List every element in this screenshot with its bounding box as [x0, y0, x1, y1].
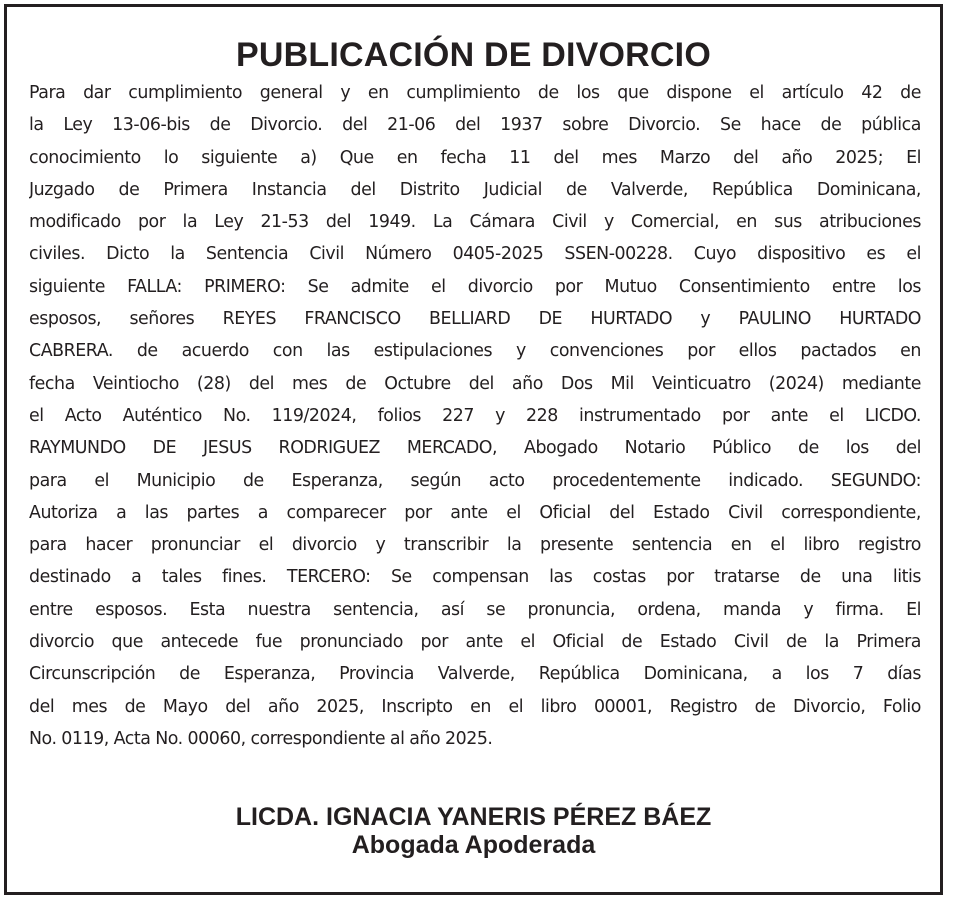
notice-title: PUBLICACIÓN DE DIVORCIO: [236, 36, 711, 74]
body-line: modificado por la Ley 21-53 del 1949. La Cámara Civil y Comercial, en sus atribuciones: [29, 212, 921, 233]
body-line: del mes de Mayo del año 2025, Inscripto en el libro 00001, Registro de Divorcio, Folio: [29, 696, 921, 717]
body-line: el Acto Auténtico No. 119/2024, folios 227 y 228 instrumentado por ante el LICDO.: [29, 405, 921, 426]
body-line: No. 0119, Acta No. 00060, correspondiente al año 2025.: [29, 728, 493, 749]
notice-frame: [4, 4, 943, 895]
body-line: RAYMUNDO DE JESUS RODRIGUEZ MERCADO, Abogado Notario Público de los del: [29, 438, 921, 459]
body-line: CABRERA. de acuerdo con las estipulaciones y convenciones por ellos pactados en: [29, 341, 921, 362]
body-line: para hacer pronunciar el divorcio y transcribir la presente sentencia en el libro registro: [29, 535, 921, 556]
body-line: siguiente FALLA: PRIMERO: Se admite el divorcio por Mutuo Consentimiento entre los: [29, 276, 921, 297]
body-line: Para dar cumplimiento general y en cumplimiento de los que dispone el artículo 42 de: [29, 83, 921, 103]
body-line: conocimiento lo siguiente a) Que en fecha 11 del mes Marzo del año 2025; El: [29, 147, 921, 168]
notice-body: [29, 77, 921, 755]
signatory-role: Abogada Apoderada: [351, 831, 596, 859]
body-line: entre esposos. Esta nuestra sentencia, así se pronuncia, ordena, manda y firma. El: [29, 599, 921, 620]
body-line: civiles. Dicto la Sentencia Civil Número 0405-2025 SSEN-00228. Cuyo dispositivo es el: [29, 244, 921, 265]
body-line: Juzgado de Primera Instancia del Distrito Judicial de Valverde, República Dominicana,: [29, 179, 921, 200]
body-line: para el Municipio de Esperanza, según acto procedentemente indicado. SEGUNDO:: [29, 470, 921, 491]
body-line: esposos, señores REYES FRANCISCO BELLIARD DE HURTADO y PAULINO HURTADO: [29, 309, 921, 330]
body-line: Autoriza a las partes a comparecer por ante el Oficial del Estado Civil correspondiente,: [29, 502, 921, 523]
body-line: destinado a tales fines. TERCERO: Se compensan las costas por tratarse de una litis: [29, 567, 921, 588]
signature-block: [7, 803, 940, 859]
signatory-name: LICDA. IGNACIA YANERIS PÉREZ BÁEZ: [235, 803, 712, 831]
body-line: fecha Veintiocho (28) del mes de Octubre del año Dos Mil Veinticuatro (2024) mediante: [29, 373, 921, 394]
body-line: la Ley 13-06-bis de Divorcio. del 21-06 del 1937 sobre Divorcio. Se hace de pública: [29, 115, 921, 136]
body-line: Circunscripción de Esperanza, Provincia Valverde, República Dominicana, a los 7 días: [29, 664, 921, 685]
body-line: divorcio que antecede fue pronunciado por ante el Oficial de Estado Civil de la Primera: [29, 632, 921, 653]
